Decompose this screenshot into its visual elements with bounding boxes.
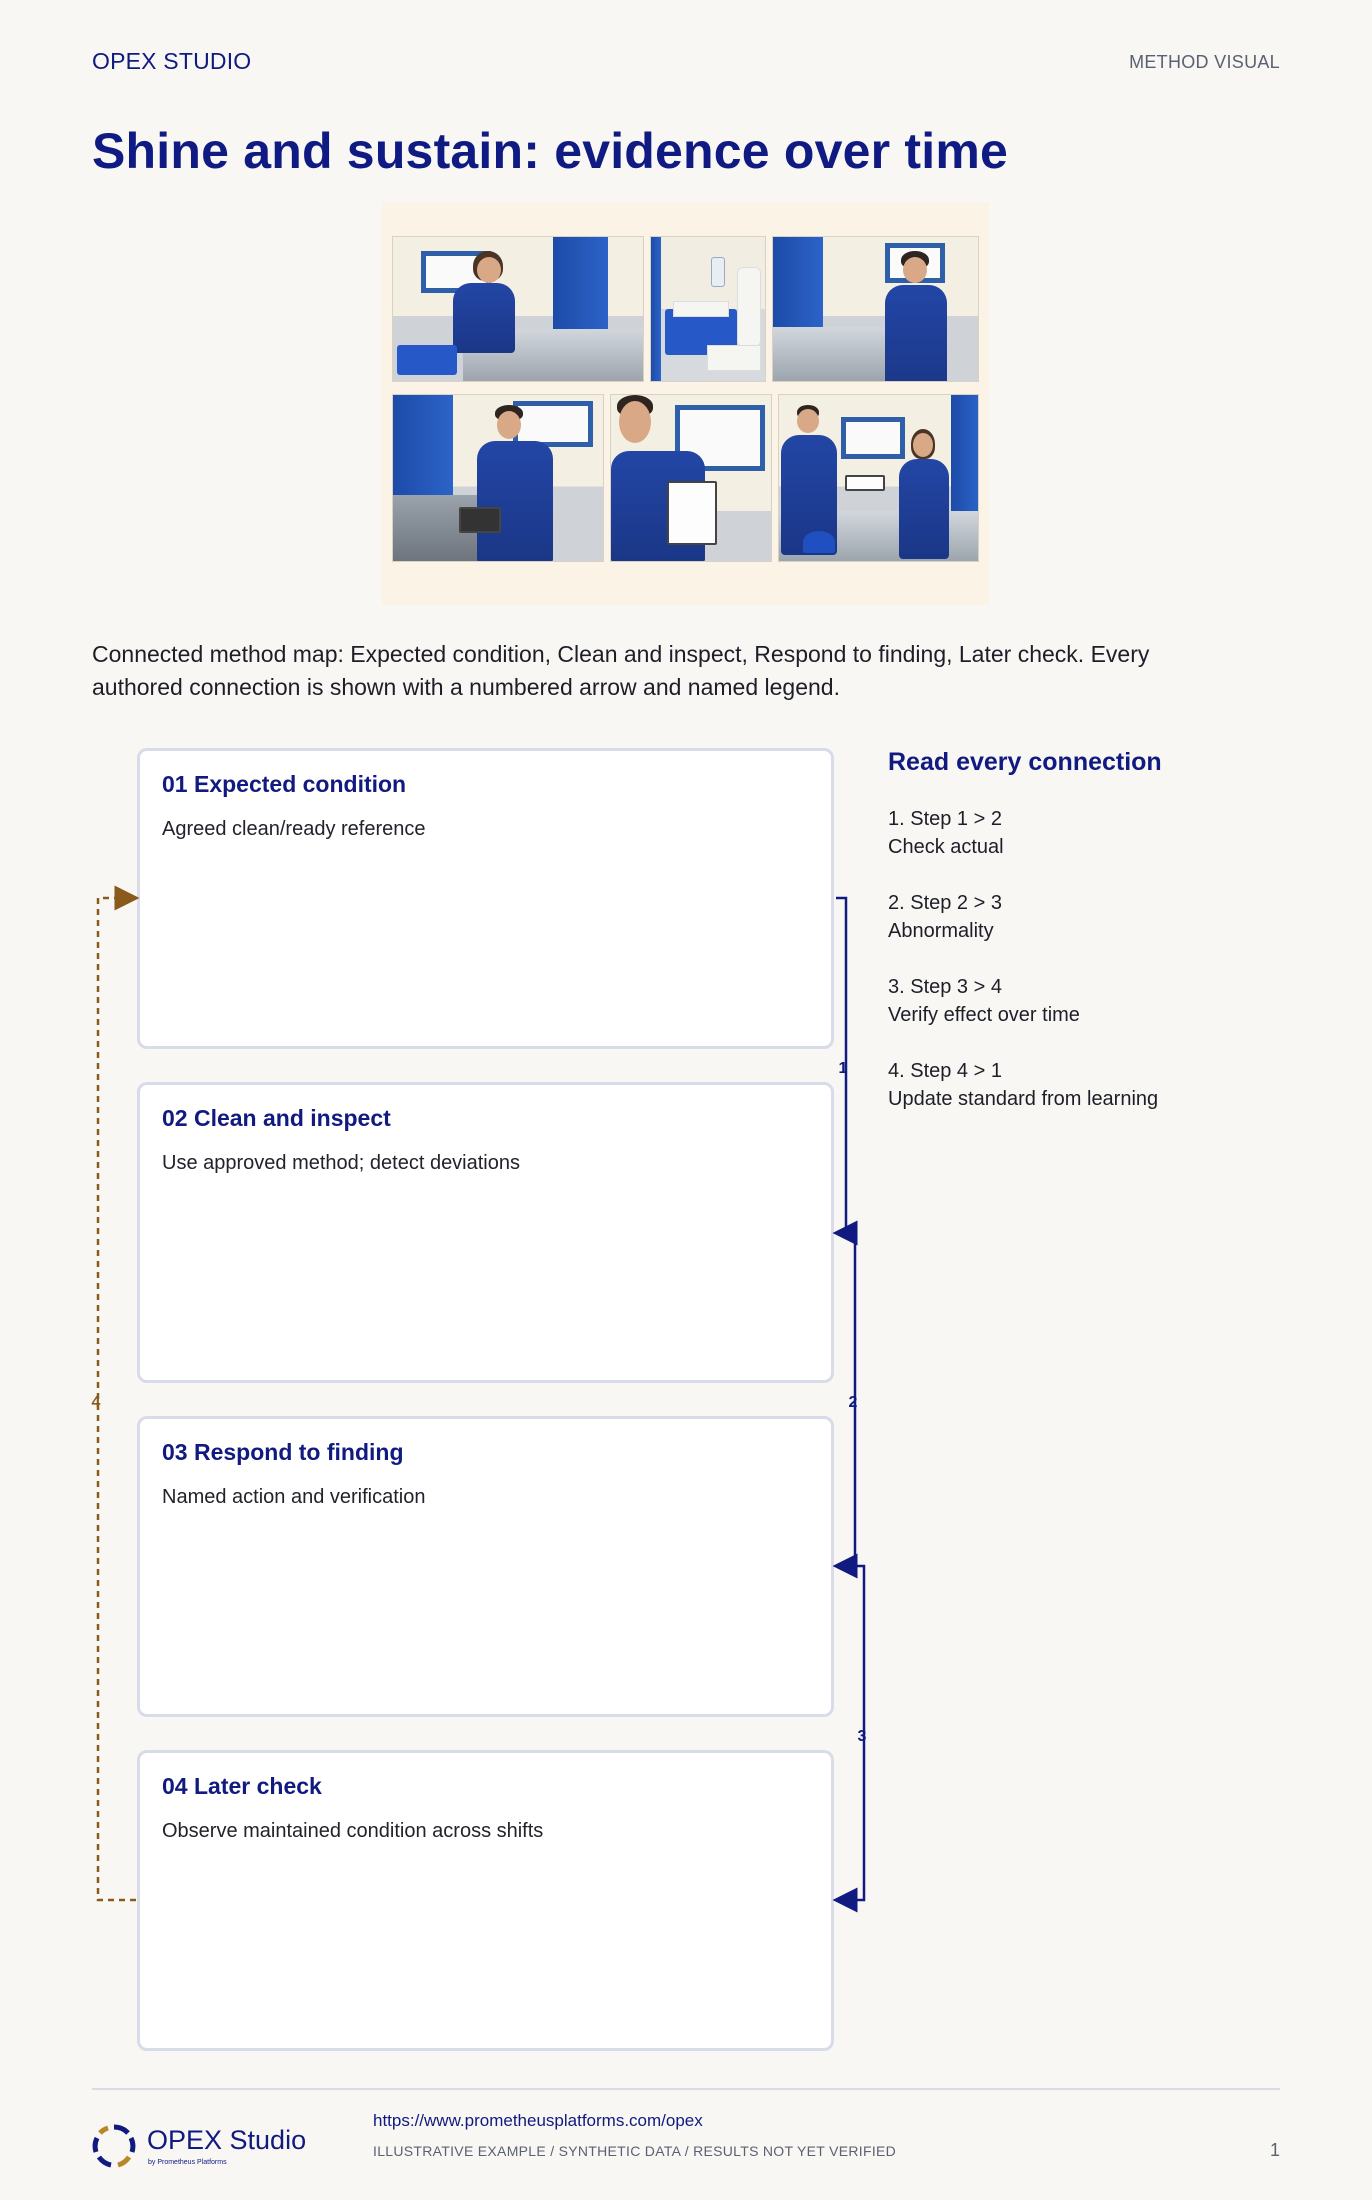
footer-url-link[interactable]: https://www.prometheusplatforms.com/opex	[373, 2111, 703, 2130]
step-title: 02 Clean and inspect	[162, 1105, 391, 1131]
photo-panel-inspection	[772, 236, 979, 382]
illustration-photo-grid	[382, 202, 989, 605]
legend-item-head: 2. Step 2 > 3	[888, 892, 1002, 914]
legend-item-head: 1. Step 1 > 2	[888, 808, 1002, 830]
footer-disclaimer: ILLUSTRATIVE EXAMPLE / SYNTHETIC DATA / RESULTS NOT YET VERIFIED	[373, 2143, 897, 2159]
connector-4-arrow	[98, 898, 136, 1900]
intro-text: Connected method map: Expected condition, Clean and inspect, Respond to finding, Later check. Every authored connection is shown with a numbered arrow and named legend.	[92, 641, 1150, 700]
legend-item-text: Verify effect over time	[888, 1004, 1080, 1026]
legend-item	[888, 973, 1288, 1029]
step-card-later-check	[137, 1750, 834, 2051]
legend-item-head: 3. Step 3 > 4	[888, 976, 1002, 998]
legend-item-text: Update standard from learning	[888, 1088, 1159, 1110]
connector-2-label: 2	[848, 1394, 858, 1411]
connector-4-label: 4	[91, 1394, 101, 1411]
photo-panel-handover	[778, 394, 979, 562]
connector-1-arrow	[836, 898, 846, 1233]
photo-panel-review	[392, 394, 604, 562]
step-desc: Observe maintained condition across shifts	[162, 1820, 544, 1842]
legend-item-text: Abnormality	[888, 920, 994, 942]
photo-panel-supplies	[650, 236, 766, 382]
step-desc: Agreed clean/ready reference	[162, 818, 426, 840]
page-number: 1	[1269, 2140, 1280, 2160]
connector-3-arrow	[836, 1566, 864, 1900]
connector-1-label: 1	[838, 1060, 848, 1077]
legend-item-text: Check actual	[888, 836, 1004, 858]
footer-brand-sub: by Prometheus Platforms	[148, 2159, 227, 2166]
photo-panel-clipboard	[610, 394, 772, 562]
step-card-respond-to-finding	[137, 1416, 834, 1717]
step-desc: Named action and verification	[162, 1486, 426, 1508]
step-card-expected-condition	[137, 748, 834, 1049]
footer-brand: OPEX Studio	[147, 2125, 307, 2155]
legend-item-head: 4. Step 4 > 1	[888, 1060, 1002, 1082]
photo-panel-cleaning	[392, 236, 644, 382]
legend-item	[888, 805, 1288, 861]
header-brand: OPEX STUDIO	[92, 48, 252, 74]
footer-divider	[92, 2088, 1280, 2090]
legend-title: Read every connection	[888, 748, 1162, 776]
opex-logo-icon	[92, 2124, 136, 2168]
connection-legend	[888, 748, 1288, 1113]
step-title: 01 Expected condition	[162, 771, 407, 797]
step-title: 04 Later check	[162, 1773, 322, 1799]
header-label: METHOD VISUAL	[1129, 52, 1280, 72]
legend-item	[888, 1057, 1288, 1113]
step-card-clean-and-inspect	[137, 1082, 834, 1383]
step-title: 03 Respond to finding	[162, 1439, 404, 1465]
legend-item	[888, 889, 1288, 945]
connector-2-arrow	[836, 1233, 855, 1566]
connector-3-label: 3	[857, 1728, 867, 1745]
step-desc: Use approved method; detect deviations	[162, 1152, 520, 1174]
page-title: Shine and sustain: evidence over time	[92, 123, 1009, 179]
